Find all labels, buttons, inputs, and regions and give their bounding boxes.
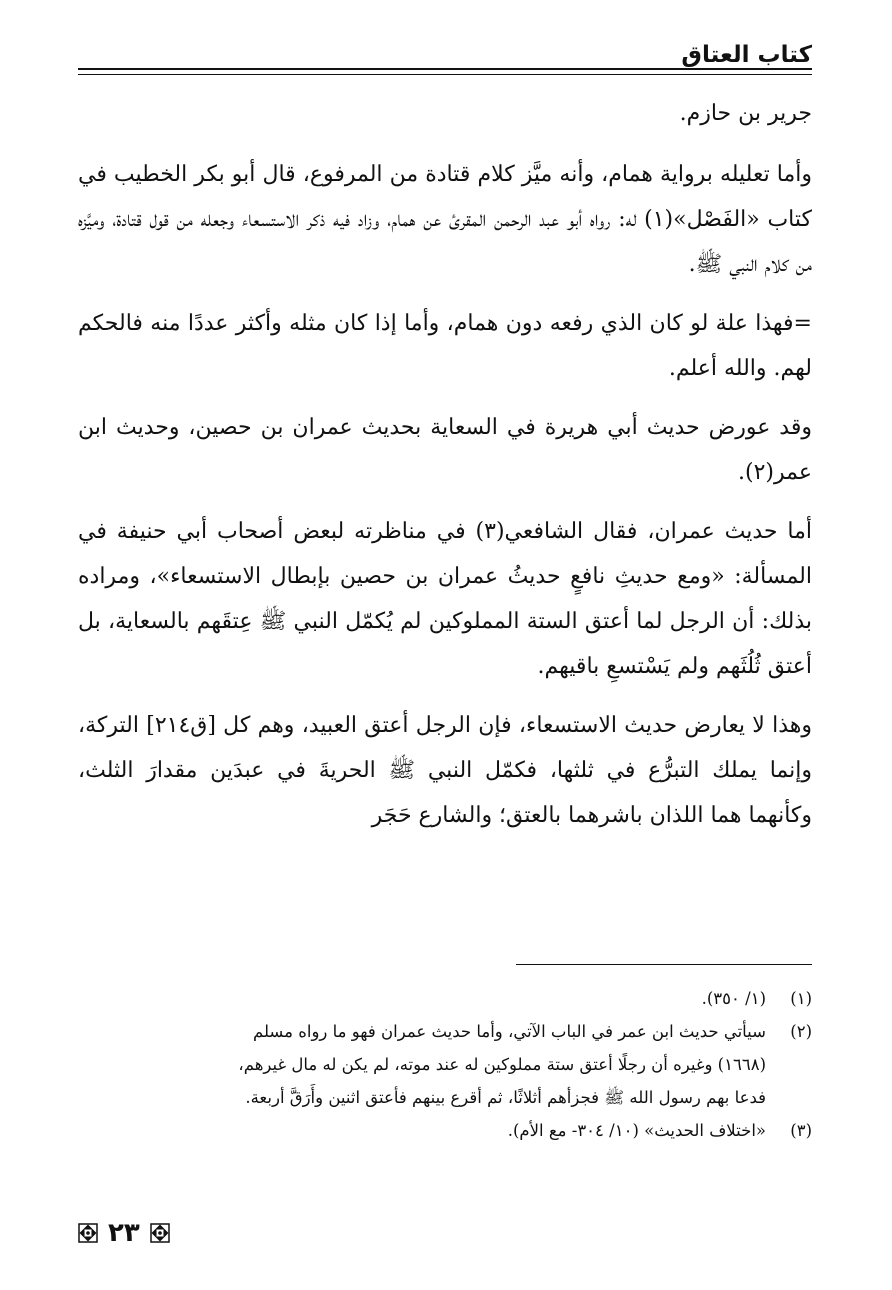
footnote-marker: (٣) <box>790 1121 812 1140</box>
geometric-star-ornament-icon <box>78 1223 98 1243</box>
paragraph-4: وقد عورض حديث أبي هريرة في السعاية بحديث عمران بن حصين، وحديث ابن عمر(٢). <box>78 415 812 485</box>
running-header <box>78 36 812 70</box>
footnote-2 <box>78 1015 812 1114</box>
footnote-body <box>78 1015 766 1114</box>
geometric-star-ornament-icon <box>150 1223 170 1243</box>
paragraph-5: أما حديث عمران، فقال الشافعي(٣) في مناظرته لبعض أصحاب أبي حنيفة في المسألة: «ومع حديثِ نافعٍ حديثُ عمران بن حصين بإبطال الاستسعاء»، ومراده بذلك: أن الرجل لما أعتق الستة المملوكين لم يُكمّل النبي ﷺ عِتقَهم بالسعاية، بل أعتق ثُلُثَهم ولم يَسْتسعِ باقيهم. <box>78 519 813 679</box>
footnote-line: «اختلاف الحديث» (١٠/ ٣٠٤- مع الأم). <box>507 1121 766 1140</box>
paragraph-3: =فهذا علة لو كان الذي رفعه دون همام، وأما إذا كان مثله وأكثر عددًا منه فالحكم لهم. والله أعلم. <box>78 311 812 381</box>
footnote-line: (١٦٦٨) وغيره أن رجلًا أعتق ستة مملوكين له عند موته، لم يكن له مال غيرهم، <box>238 1055 766 1074</box>
footnote-line: سيأتي حديث ابن عمر في الباب الآتي، وأما حديث عمران فهو ما رواه مسلم <box>252 1022 766 1041</box>
header-rule-thin <box>78 74 812 75</box>
footnote-marker: (٢) <box>790 1022 812 1041</box>
footnote-body <box>78 1114 766 1147</box>
paragraph-1: جرير بن حازم. <box>679 101 812 126</box>
footnote-line: (١/ ٣٥٠). <box>701 989 766 1008</box>
footnote-marker: (١) <box>790 989 812 1008</box>
page-number-block <box>78 1220 170 1246</box>
footnote-line: فدعا بهم رسول الله ﷺ فجزأهم أثلاثًا، ثم أقرع بينهم فأعتق اثنين وأَرَقَّ أربعة. <box>245 1088 766 1107</box>
paragraph-6: وهذا لا يعارض حديث الاستسعاء، فإن الرجل أعتق العبيد، وهم كل [ق٢١٤] التركة، وإنما يملك التبرُّع في ثلثها، فكمّل النبي ﷺ الحريةَ في عبدَين مقدارَ الثلث، وكأنهما هما اللذان باشرهما بالعتق؛ والشارع حَجَر <box>78 713 812 828</box>
running-header-title: كتاب العتاق <box>681 42 812 68</box>
footnote-separator <box>516 964 812 965</box>
footnote-3 <box>78 1114 812 1147</box>
page-number: ٢٣ <box>108 1218 140 1248</box>
footnote-1 <box>78 982 812 1015</box>
paragraph-2: وأما تعليله برواية همام، وأنه ميَّز كلام قتادة من المرفوع، قال أبو بكر الخطيب في كتاب «الفَصْل»(١) له: رواه أبو عبد الرحمن المقرئ عن همام، وزاد فيه ذكر الاستسعاء وجعله من قول قتادة، وميَّزه من كلام النبي ﷺ. <box>78 162 813 277</box>
main-text <box>78 91 812 852</box>
footnote-body <box>78 982 766 1015</box>
header-rule-thick <box>78 68 812 70</box>
footnotes <box>78 982 812 1147</box>
